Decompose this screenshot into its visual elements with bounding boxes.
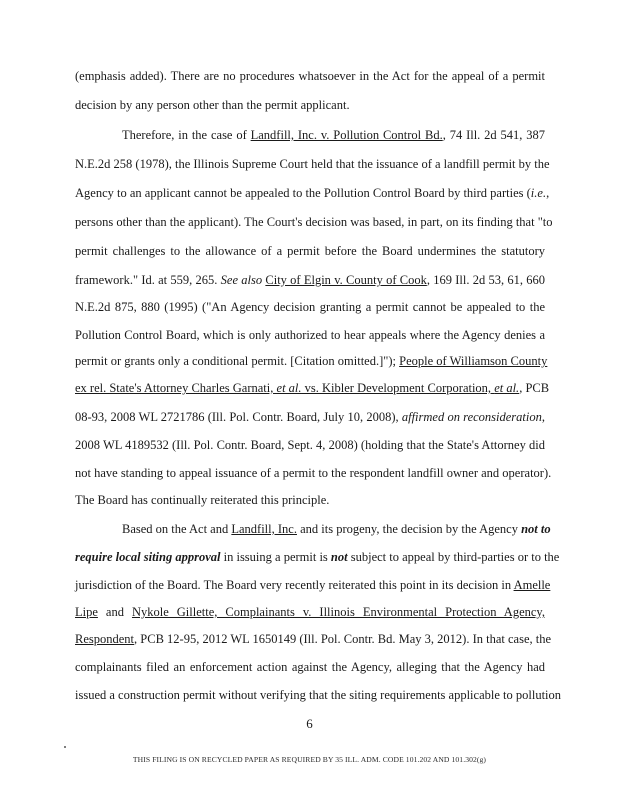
text-line — [75, 243, 545, 259]
text-segment: , — [546, 186, 550, 200]
text-line — [75, 327, 545, 343]
text-segment: and — [97, 605, 132, 619]
text-segment: decision by any person other than the permit applicant. — [75, 98, 350, 112]
text-line — [75, 299, 545, 315]
text-segment: subject to appeal by third-parties or to the — [347, 550, 560, 564]
recycled-paper-footer: THIS FILING IS ON RECYCLED PAPER AS REQUIRED BY 35 ILL. ADM. CODE 101.202 AND 101.302(g) — [132, 755, 487, 764]
text-segment: Respondent — [75, 632, 135, 646]
text-segment: jurisdiction of the Board. The Board very recently reiterated this point in its decision in — [75, 578, 514, 592]
text-segment: See also — [220, 273, 263, 287]
text-segment: not have standing to appeal issuance of a permit to the respondent landfill owner and operator). — [75, 466, 552, 480]
text-segment: Therefore, in the case of — [122, 128, 251, 142]
text-segment: in issuing a permit is — [220, 550, 331, 564]
text-line — [75, 437, 545, 453]
text-segment: persons other than the applicant). The Court's decision was based, in part, on its finding that "to — [75, 215, 553, 229]
text-segment: not to — [521, 522, 551, 536]
text-segment: Nykole Gillette, Complainants v. Illinois Environmental Protection Agency, — [131, 605, 545, 619]
text-segment: (emphasis added). There are no procedures whatsoever in the Act for the appeal of a permit — [75, 69, 545, 83]
text-segment: , 74 Ill. 2d 541, 387 — [442, 128, 546, 142]
text-segment: N.E.2d 258 (1978), the Illinois Supreme Court held that the issuance of a landfill permit by the — [75, 157, 550, 171]
text-segment: 2008 WL 4189532 (Ill. Pol. Contr. Board, Sept. 4, 2008) (holding that the State's Attorney did — [75, 438, 545, 452]
text-segment: permit or grants only a conditional permit. [Citation omitted.]"); — [75, 354, 400, 368]
text-segment: not — [330, 550, 348, 564]
text-line — [122, 521, 551, 537]
text-segment: Amelle — [513, 578, 551, 592]
text-line — [75, 631, 552, 647]
text-segment: Lipe — [75, 605, 98, 619]
text-segment: affirmed on reconsideration — [401, 410, 542, 424]
text-line — [75, 214, 553, 230]
text-segment: i.e. — [530, 186, 547, 200]
margin-mark — [64, 746, 66, 748]
text-segment: 08-93, 2008 WL 2721786 (Ill. Pol. Contr. Board, July 10, 2008), — [75, 410, 402, 424]
text-segment: require local siting approval — [75, 550, 221, 564]
text-segment: permit challenges to the allowance of a permit before the Board undermines the statutory — [75, 244, 545, 258]
text-segment: ex rel. State's Attorney Charles Garnati, — [75, 381, 277, 395]
text-segment: issued a construction permit without verifying that the siting requirements applicable to pollution — [75, 688, 562, 702]
text-segment: People of Williamson County — [399, 354, 548, 368]
text-segment: , 169 Ill. 2d 53, 61, 660 — [426, 273, 546, 287]
text-segment: Landfill, Inc. — [231, 522, 297, 536]
text-line — [75, 549, 560, 565]
text-line — [75, 353, 548, 369]
text-segment: Pollution Control Board, which is only authorized to hear appeals where the Agency denies a — [75, 328, 545, 342]
text-line — [75, 465, 552, 481]
text-line — [122, 127, 545, 143]
text-line — [75, 577, 551, 593]
text-line — [75, 97, 545, 113]
text-line — [75, 409, 545, 425]
text-segment: , PCB 12-95, 2012 WL 1650149 (Ill. Pol. Contr. Bd. May 3, 2012). In that case, the — [134, 632, 552, 646]
text-line — [75, 156, 550, 172]
text-segment: complainants filed an enforcement action against the Agency, alleging that the Agency had — [75, 660, 545, 674]
text-line — [75, 185, 550, 201]
text-segment: Landfill, Inc. v. Pollution Control Bd. — [250, 128, 443, 142]
text-segment: City of Elgin v. County of Cook — [265, 273, 427, 287]
text-segment: vs. Kibler Development Corporation, — [301, 381, 495, 395]
text-line — [75, 272, 545, 288]
text-line — [75, 492, 545, 508]
text-segment: , — [541, 410, 545, 424]
text-line — [75, 604, 545, 620]
text-line — [75, 380, 550, 396]
text-segment: Based on the Act and — [122, 522, 232, 536]
text-segment: The Board has continually reiterated this principle. — [75, 493, 330, 507]
text-line — [75, 659, 545, 675]
text-line — [75, 68, 545, 84]
text-segment: et al. — [494, 381, 520, 395]
text-segment: N.E.2d 875, 880 (1995) ("An Agency decision granting a permit cannot be appealed to the — [75, 300, 545, 314]
text-segment: framework." Id. at 559, 265. — [75, 273, 221, 287]
text-segment: et al. — [276, 381, 302, 395]
page-number: 6 — [306, 716, 313, 731]
text-segment: and its progeny, the decision by the Agency — [296, 522, 522, 536]
text-line — [75, 687, 562, 703]
text-segment: Agency to an applicant cannot be appealed to the Pollution Control Board by third parties ( — [75, 186, 531, 200]
text-segment: , PCB — [519, 381, 550, 395]
